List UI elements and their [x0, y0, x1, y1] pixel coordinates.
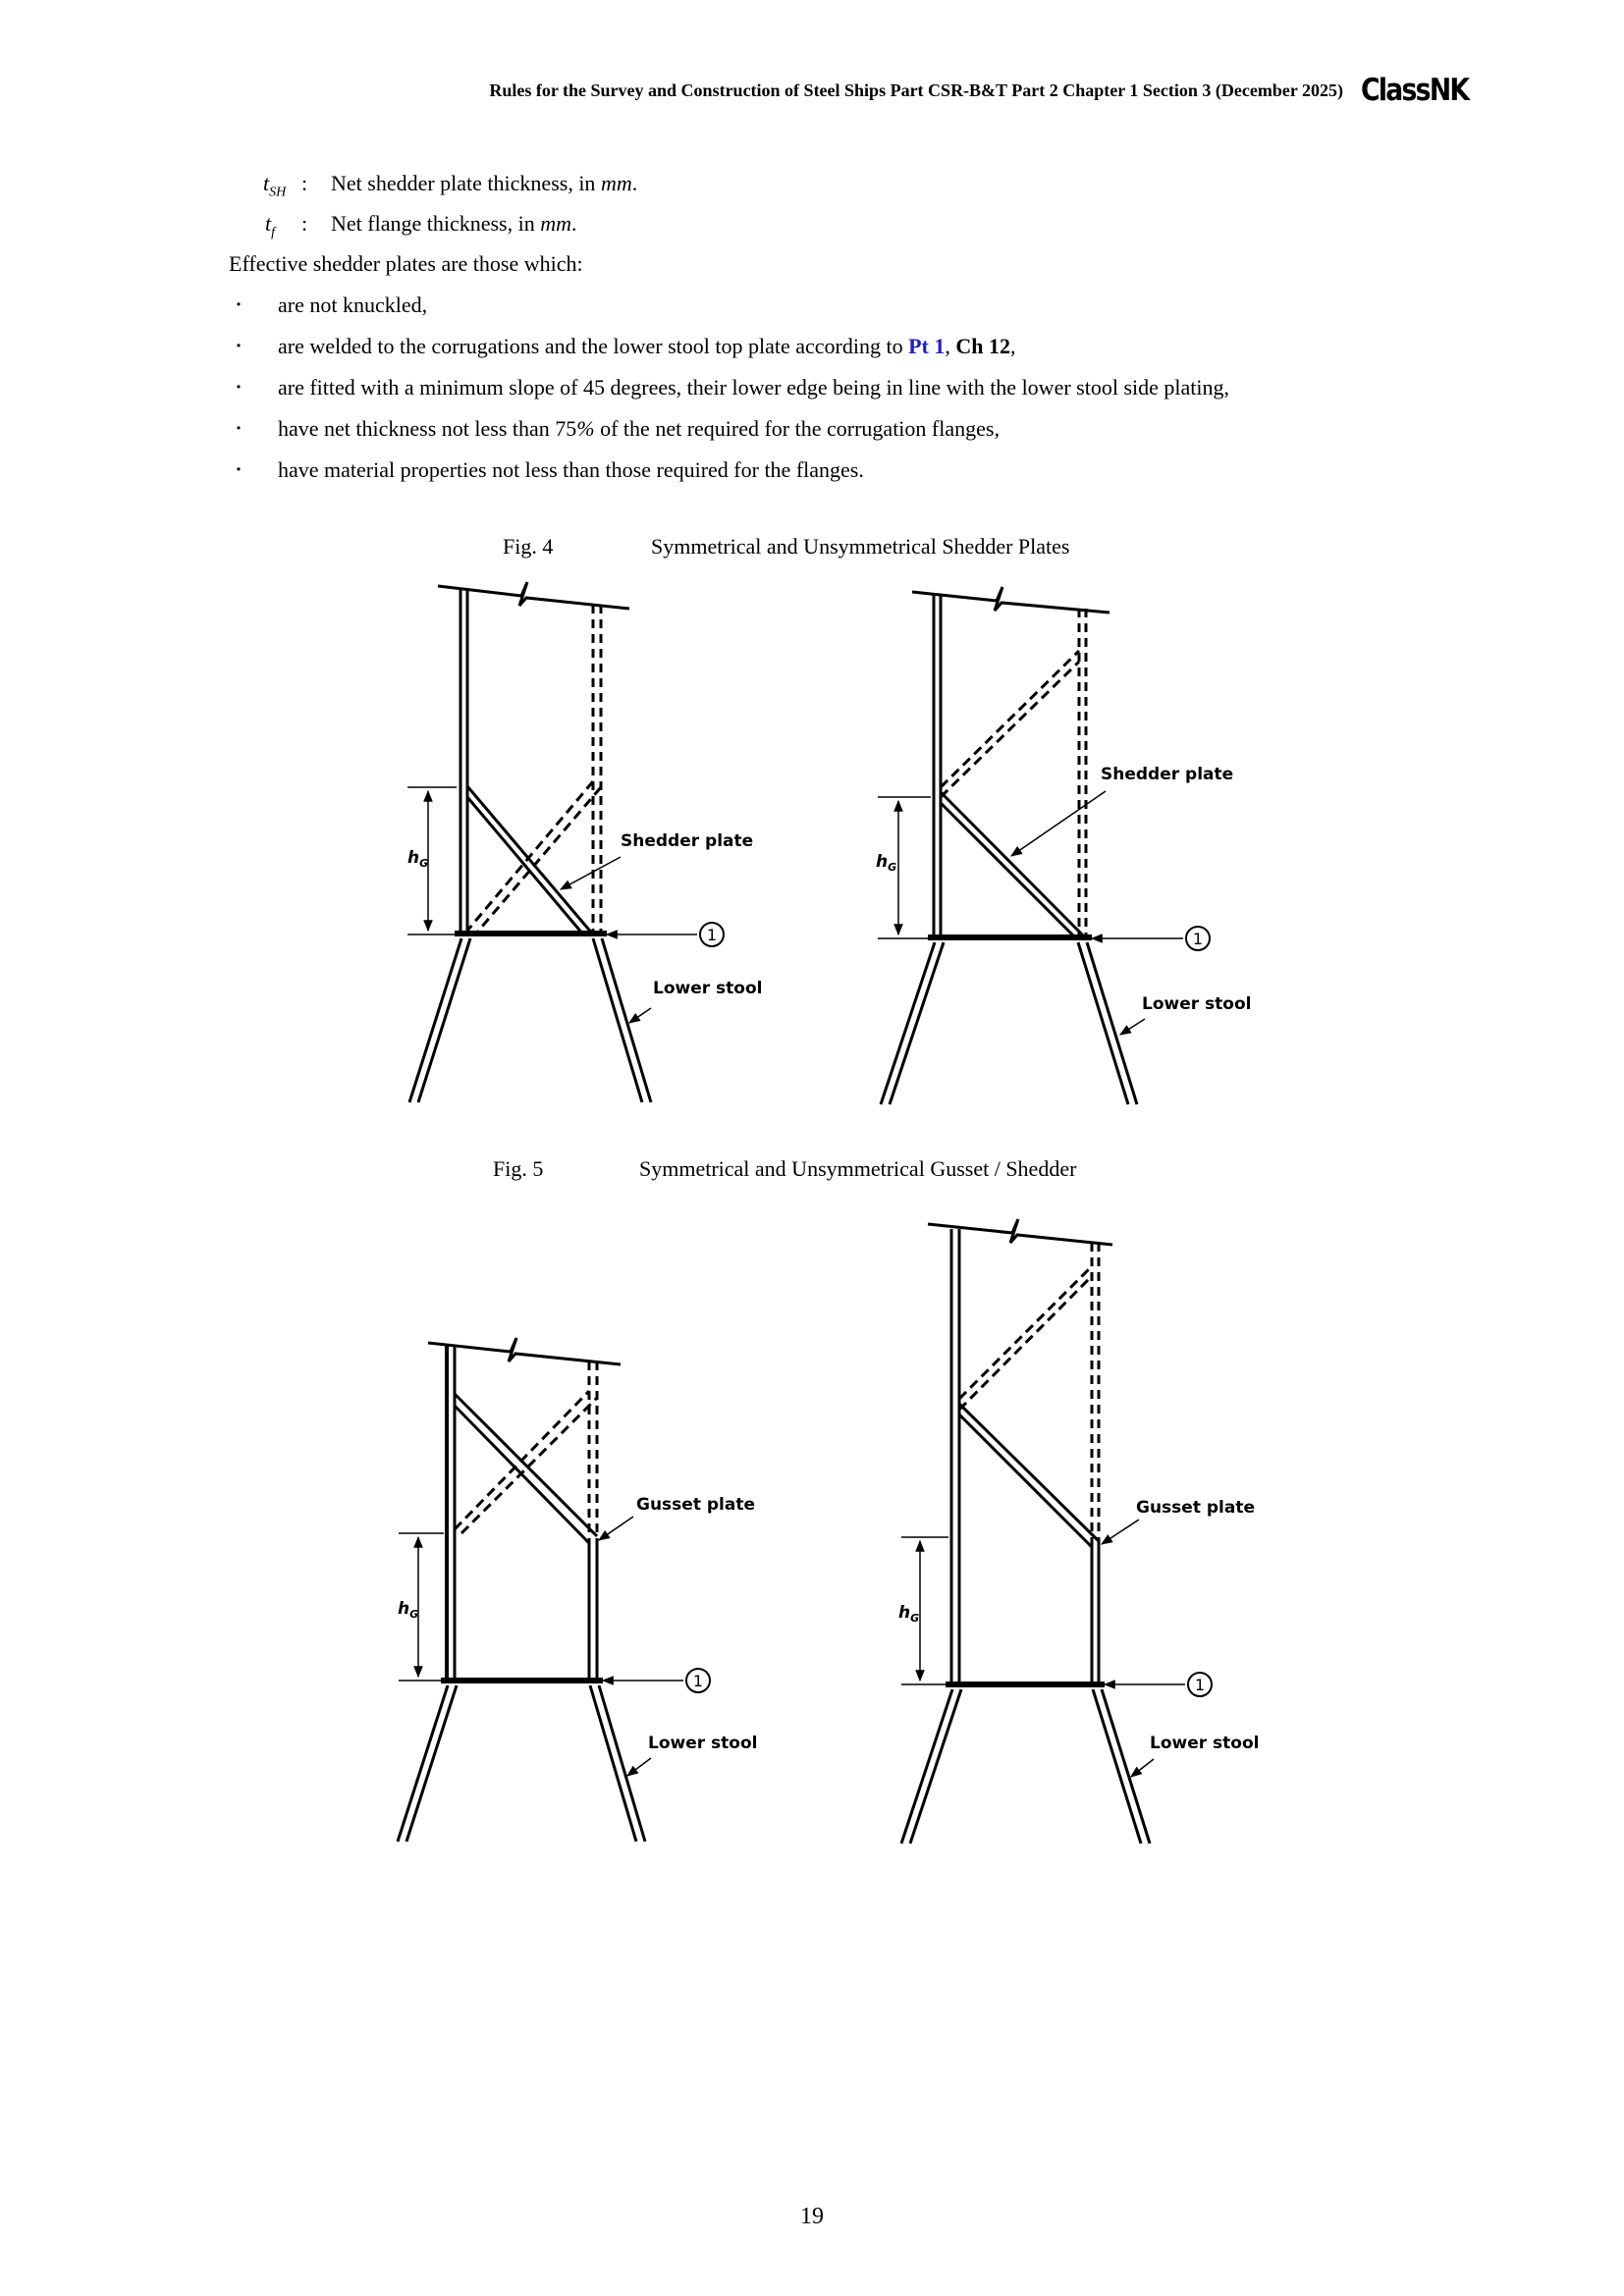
- classnk-logo: ClassNK: [1361, 73, 1469, 108]
- bullet-glyph: ・: [230, 378, 247, 398]
- bullet-glyph: ・: [230, 295, 247, 315]
- definition-tsh-text: Net shedder plate thickness, in mm.: [331, 171, 638, 195]
- fig4-right-dim-label: $h_G$: [876, 852, 897, 874]
- fig4-left-dim-label: $h_G$: [407, 848, 429, 870]
- fig5-right-marker: 1: [1194, 1676, 1206, 1694]
- fig4-left-marker: 1: [706, 926, 718, 944]
- fig4-right-marker: 1: [1192, 930, 1204, 948]
- fig4-right-stool-label: Lower stool: [1142, 994, 1252, 1014]
- bullet-item: are welded to the corrugations and the lower stool top plate according to Pt 1, Ch 12,: [278, 334, 1016, 358]
- definition-tf-text: Net flange thickness, in mm.: [331, 211, 577, 236]
- bullet-item: are fitted with a minimum slope of 45 degrees, their lower edge being in line with the lower stool side plating,: [278, 375, 1229, 400]
- fig5-left-plate-label: Gusset plate: [636, 1495, 755, 1515]
- fig5-right-stool-label: Lower stool: [1150, 1734, 1260, 1753]
- page-number: 19: [800, 2204, 824, 2229]
- definition-colon: :: [301, 171, 308, 195]
- fig5-right-plate-label: Gusset plate: [1136, 1498, 1255, 1518]
- fig5-left-marker: 1: [692, 1672, 704, 1690]
- definition-colon: :: [301, 211, 308, 236]
- fig5-number: Fig. 5: [493, 1156, 544, 1181]
- intro-paragraph: Effective shedder plates are those which:: [229, 251, 583, 276]
- bullet-glyph: ・: [230, 419, 247, 439]
- bullet-item: are not knuckled,: [278, 293, 428, 317]
- definition-tf-symbol: $t_f$: [265, 211, 276, 240]
- definition-tsh-symbol: $t_{SH}$: [263, 171, 287, 200]
- bullet-item: have material properties not less than those required for the flanges.: [278, 457, 864, 482]
- fig5-left-dim-label: $h_G$: [398, 1599, 419, 1621]
- fig4-left-plate-label: Shedder plate: [621, 831, 754, 851]
- fig4-title: Symmetrical and Unsymmetrical Shedder Plates: [651, 534, 1070, 559]
- fig4-left-stool-label: Lower stool: [653, 979, 763, 998]
- fig5-left-diagram: [398, 1338, 710, 1842]
- break-line: [928, 1219, 1112, 1245]
- fig4-number: Fig. 4: [503, 534, 554, 559]
- fig5-left-stool-label: Lower stool: [648, 1734, 758, 1753]
- pt1-link[interactable]: Pt 1: [908, 334, 946, 358]
- fig5-right-dim-label: $h_G$: [898, 1603, 920, 1625]
- bullet-glyph: ・: [230, 460, 247, 480]
- fig4-right-diagram: [878, 587, 1210, 1104]
- bullet-glyph: ・: [230, 337, 247, 356]
- bullet-item: have net thickness not less than 75% of the net required for the corrugation flanges,: [278, 416, 1000, 441]
- running-header: Rules for the Survey and Construction of Steel Ships Part CSR-B&T Part 2 Chapter 1 Section 3 (December 2025): [489, 80, 1343, 100]
- fig5-title: Symmetrical and Unsymmetrical Gusset / Shedder: [639, 1156, 1077, 1181]
- ch12-reference: Ch 12: [955, 334, 1010, 358]
- break-line: [428, 1338, 621, 1364]
- fig4-right-plate-label: Shedder plate: [1101, 765, 1234, 784]
